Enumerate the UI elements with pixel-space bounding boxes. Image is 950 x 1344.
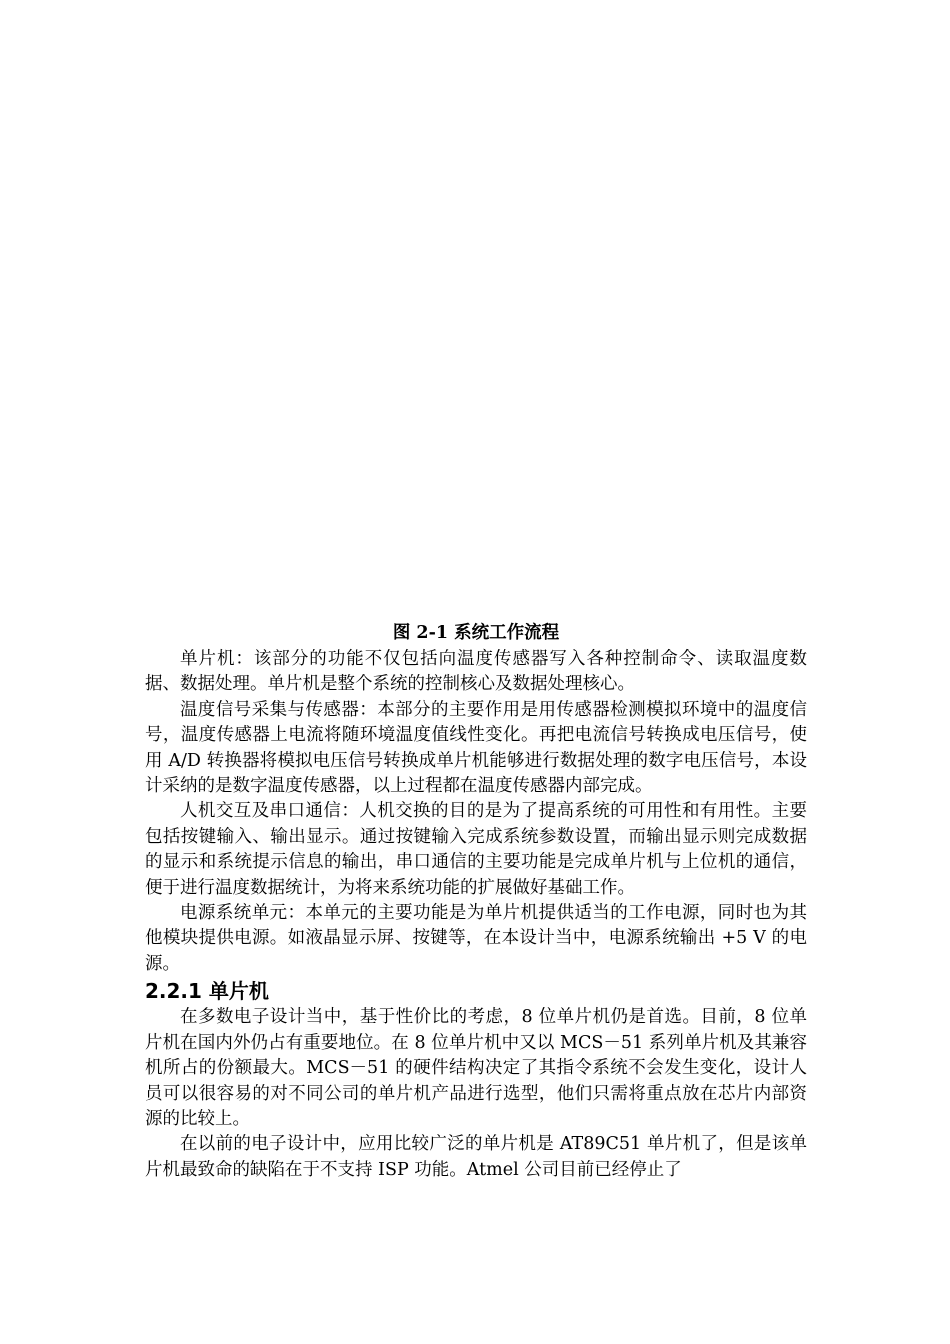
figure-caption: 图 2-1 系统工作流程 — [392, 623, 560, 643]
paragraph-at89c51: 在以前的电子设计中，应用比较广泛的单片机是 AT89C51 单片机了，但是该单片机最致命的缺陷在于不支持 ISP 功能。Atmel 公司目前已经停止了 — [145, 1134, 807, 1180]
paragraph-hmi: 人机交互及串口通信：人机交换的目的是为了提高系统的可用性和有用性。主要包括按键输入、输出显示。通过按键输入完成系统参数设置，而输出显示则完成数据的显示和系统提示信息的输出，串口通信的主要功能是完成单片机与上位机的通信，便于进行温度数据统计，为将来系统功能的扩展做好基础工作。 — [145, 801, 807, 898]
figure-placeholder — [145, 90, 805, 618]
paragraph-8bit-mcu: 在多数电子设计当中，基于性价比的考虑，8 位单片机仍是首选。目前，8 位单片机在国内外仍占有重要地位。在 8 位单片机中又以 MCS－51 系列单片机及其兼容机所占的份额最大。MCS－51 的硬件结构决定了其指令系统不会发生变化，设计人员可以很容易的对不同公司的单片机产品进行选型，他们只需将重点放在芯片内部资源的比较上。 — [145, 1007, 807, 1129]
paragraph-power: 电源系统单元：本单元的主要功能是为单片机提供适当的工作电源，同时也为其他模块提供电源。如液晶显示屏、按键等，在本设计当中，电源系统输出 +5 V 的电源。 — [145, 903, 807, 974]
section-heading: 2.2.1 单片机 — [145, 979, 269, 1004]
paragraph-mcu-intro: 单片机：该部分的功能不仅包括向温度传感器写入各种控制命令、读取温度数据、数据处理。单片机是整个系统的控制核心及数据处理核心。 — [145, 649, 807, 695]
paragraph-sensor: 温度信号采集与传感器：本部分的主要作用是用传感器检测模拟环境中的温度信号，温度传感器上电流将随环境温度值线性变化。再把电流信号转换成电压信号，使用 A/D 转换器将模拟电压信号转换成单片机能够进行数据处理的数字电压信号，本设计采纳的是数字温度传感器，以上过程都在温度传感器内部完成。 — [145, 699, 807, 797]
document-body — [145, 620, 807, 1183]
